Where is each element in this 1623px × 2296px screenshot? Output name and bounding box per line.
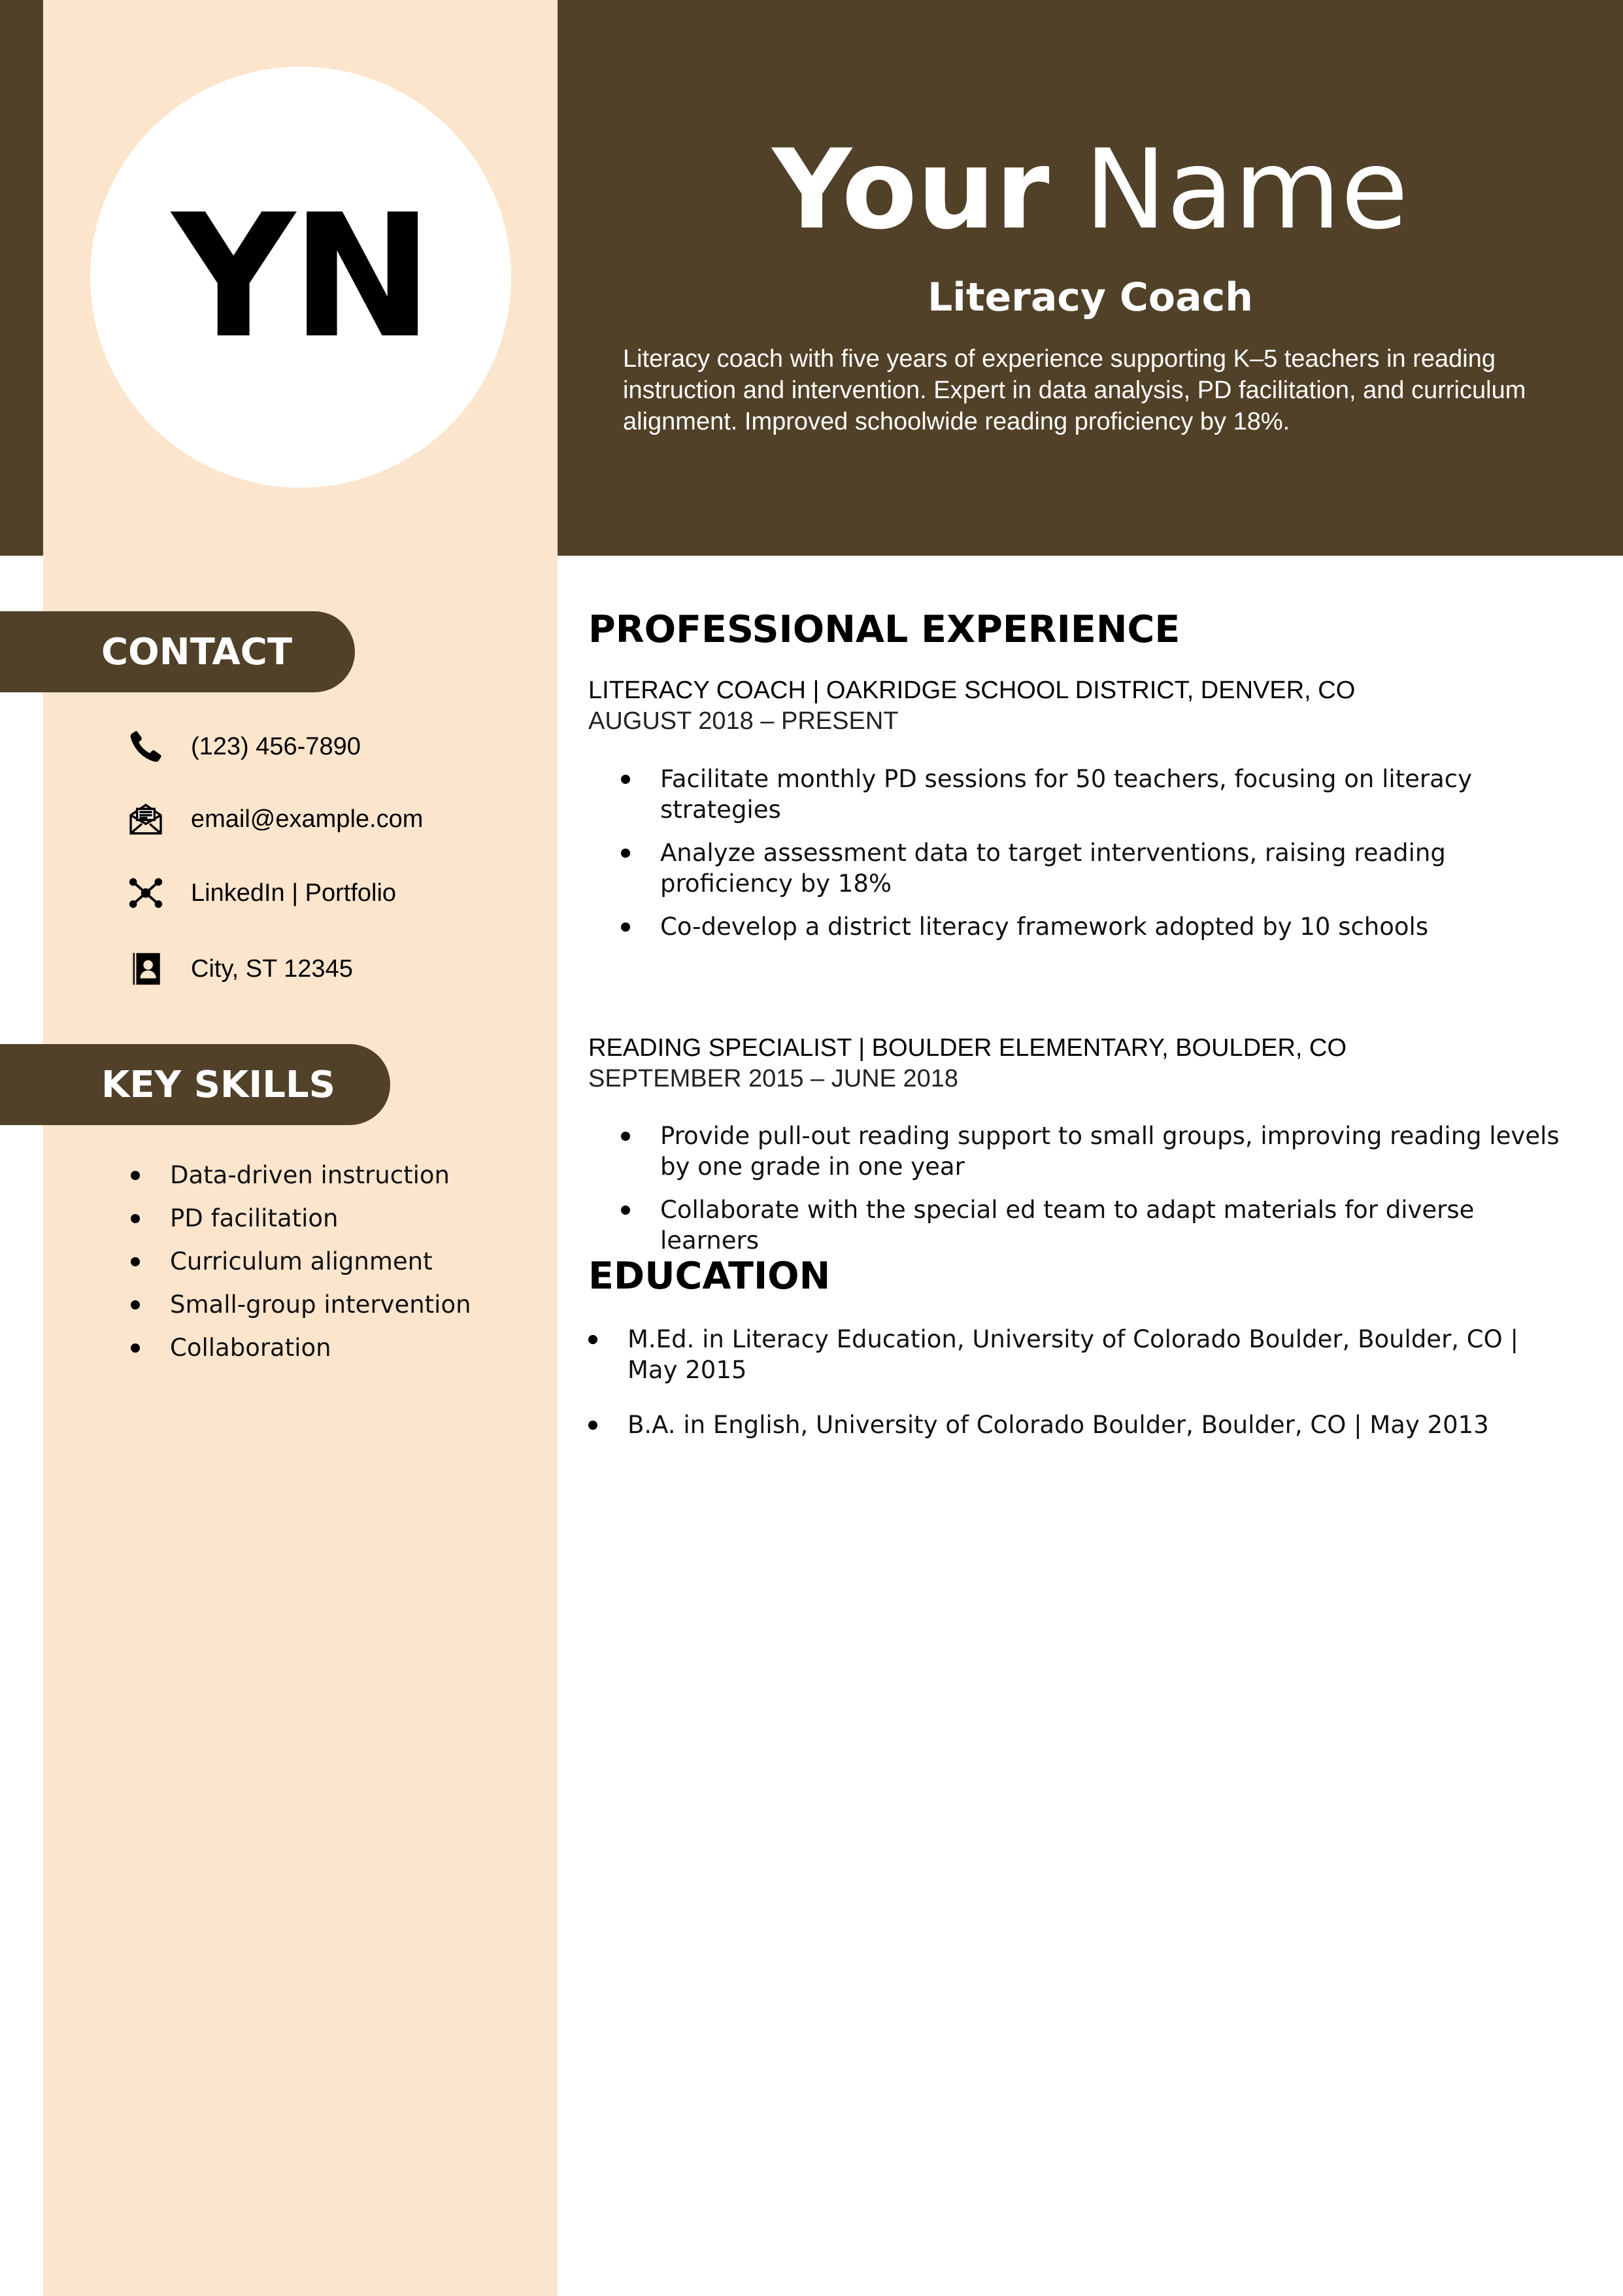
job-bullets — [621, 1121, 1569, 1268]
last-name: Name — [1084, 126, 1409, 254]
job-bullet: Analyze assessment data to target interventions, raising reading proficiency by 18% — [621, 837, 1569, 899]
skill-item: Collaboration — [131, 1326, 471, 1370]
summary: Literacy coach with five years of experience supporting K–5 teachers in reading instruction and intervention. Expert in data analysis, PD facilitation, and curriculum alignment. Improved schoolwide reading proficiency by 18%. — [623, 345, 1526, 435]
contact-address[interactable] — [124, 946, 353, 992]
education-list — [588, 1324, 1569, 1464]
job-role: Literacy Coach — [928, 275, 1253, 320]
skill-item: Data-driven instruction — [131, 1154, 471, 1197]
skills-heading — [0, 1044, 390, 1125]
links-text: LinkedIn | Portfolio — [191, 879, 397, 907]
contact-email[interactable] — [124, 796, 423, 842]
address-book-icon — [124, 947, 167, 990]
experience-heading: PROFESSIONAL EXPERIENCE — [588, 608, 1180, 651]
network-icon — [124, 871, 167, 915]
contact-links[interactable] — [124, 870, 396, 916]
monogram-circle — [90, 67, 511, 488]
job-bullet: Facilitate monthly PD sessions for 50 teachers, focusing on literacy strategies — [621, 764, 1569, 825]
skills-heading-label: KEY SKILLS — [101, 1063, 335, 1106]
job-bullets — [621, 764, 1569, 954]
email-text: email@example.com — [191, 805, 424, 833]
education-item: B.A. in English, University of Colorado Boulder, Boulder, CO | May 2013 — [588, 1410, 1569, 1440]
skill-item: Curriculum alignment — [131, 1240, 471, 1283]
contact-phone[interactable] — [124, 724, 361, 769]
education-heading: EDUCATION — [588, 1255, 831, 1298]
job-bullet: Co-develop a district literacy framework adopted by 10 schools — [621, 911, 1569, 942]
monogram-initials: YN — [172, 178, 429, 376]
job-title: LITERACY COACH | OAKRIDGE SCHOOL DISTRICT, DENVER, CO — [588, 677, 1356, 704]
job-title: READING SPECIALIST | BOULDER ELEMENTARY, BOULDER, CO — [588, 1034, 1347, 1062]
envelope-icon — [124, 798, 167, 841]
contact-heading-label: CONTACT — [101, 630, 293, 673]
skill-item: Small-group intervention — [131, 1283, 471, 1326]
full-name — [558, 124, 1623, 255]
skills-list — [131, 1154, 471, 1370]
phone-text: (123) 456-7890 — [191, 732, 361, 760]
job-bullet: Provide pull-out reading support to small groups, improving reading levels by one grade in one year — [621, 1121, 1569, 1182]
phone-icon — [124, 725, 167, 768]
job-bullet: Collaborate with the special ed team to adapt materials for diverse learners — [621, 1194, 1569, 1256]
job-dates: SEPTEMBER 2015 – JUNE 2018 — [588, 1065, 959, 1092]
education-item: M.Ed. in Literacy Education, University of Colorado Boulder, Boulder, CO | May 2015 — [588, 1324, 1569, 1385]
skill-item: PD facilitation — [131, 1197, 471, 1240]
contact-heading — [0, 611, 355, 692]
first-name: Your — [772, 126, 1050, 254]
left-accent-strip — [0, 0, 43, 556]
address-text: City, ST 12345 — [191, 954, 353, 983]
job-dates: AUGUST 2018 – PRESENT — [588, 707, 899, 735]
